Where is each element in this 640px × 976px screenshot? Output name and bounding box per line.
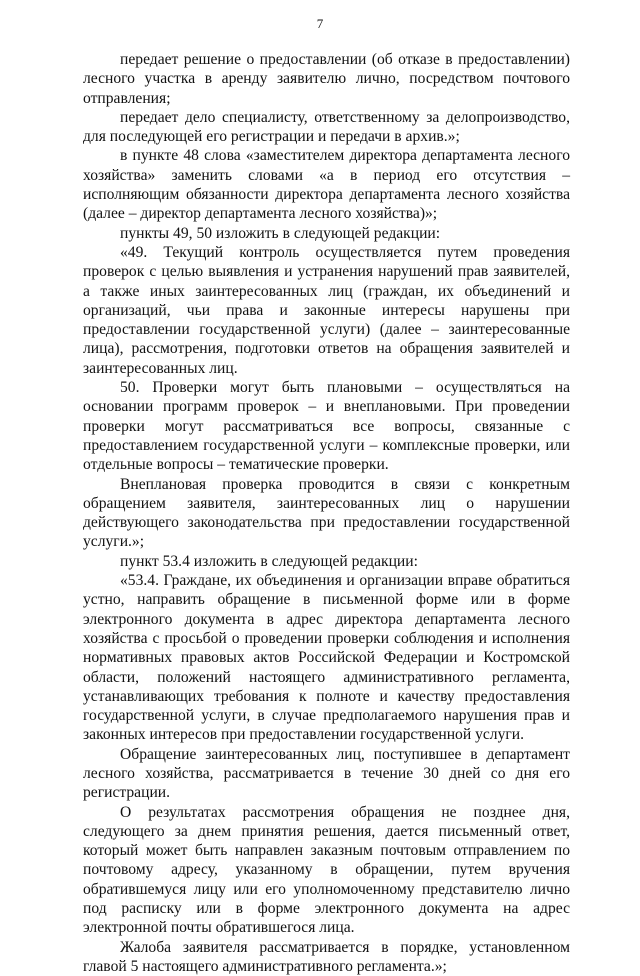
paragraph: в пункте 48 слова «заместителем директора департамента лесного хозяйства» заменить словами «а в период его отсутствия – исполняющим обязанности директора департамента лесного хозяйства (далее – директор департамента лесного хозяйства)»; [83,147,570,223]
paragraph: 50. Проверки могут быть плановыми – осуществляться на основании программ проверок – и внеплановыми. При проведении проверки могут рассматриваться все вопросы, связанные с предоставлением государственной услуги – комплексные проверки, или отдельные вопросы – тематические проверки. [83,379,570,474]
paragraph: «53.4. Граждане, их объединения и организации вправе обратиться устно, направить обращение в письменной форме или в форме электронного документа в адрес директора департамента лесного хозяйства с просьбой о проведении проверки соблюдения и исполнения нормативных правовых актов Российской Федерации и Костромской области, положений настоящего административного регламента, устанавливающих требования к полноте и качеству предоставления государственной услуги, в случае предполагаемого нарушения прав и законных интересов при предоставлении государственной услуги. [83,572,570,744]
paragraph: Внеплановая проверка проводится в связи с конкретным обращением заявителя, заинтересованных лиц о нарушении действующего законодательства при предоставлении государственной услуги.»; [83,475,570,551]
page-number: 7 [316,16,324,31]
paragraph: Обращение заинтересованных лиц, поступившее в департамент лесного хозяйства, рассматривается в течение 30 дней со дня его регистрации. [83,745,570,802]
paragraph: О результатах рассмотрения обращения не позднее дня, следующего за днем принятия решения, дается письменный ответ, который может быть направлен заказным почтовым отправлением по почтовому адресу, указанному в обращении, путем вручения обратившемуся лицу или его уполномоченному представителю лично под расписку или в форме электронного документа на адрес электронной почты обратившегося лица. [83,803,570,937]
paragraph: Жалоба заявителя рассматривается в порядке, установленном главой 5 настоящего административного регламента.»; [83,938,570,975]
paragraph: пункты 49, 50 изложить в следующей редакции: [120,224,441,242]
document-body [83,50,570,976]
paragraph: пункт 53.4 изложить в следующей редакции: [120,552,418,570]
paragraph: передает решение о предоставлении (об отказе в предоставлении) лесного участка в аренду заявителю лично, посредством почтового отправления; [83,51,570,107]
paragraph: передает дело специалисту, ответственному за делопроизводство, для последующей его регистрации и передачи в архив.»; [83,108,570,146]
paragraph: «49. Текущий контроль осуществляется путем проведения проверок с целью выявления и устранения нарушений прав заявителей, а также иных заинтересованных лиц (граждан, их объединений и организаций, чьи права и законные интересы нарушены при предоставлении государственной услуги) (далее – заинтересованные лица), рассмотрения, подготовки ответов на обращения заявителей и заинтересованных лиц. [83,243,570,377]
